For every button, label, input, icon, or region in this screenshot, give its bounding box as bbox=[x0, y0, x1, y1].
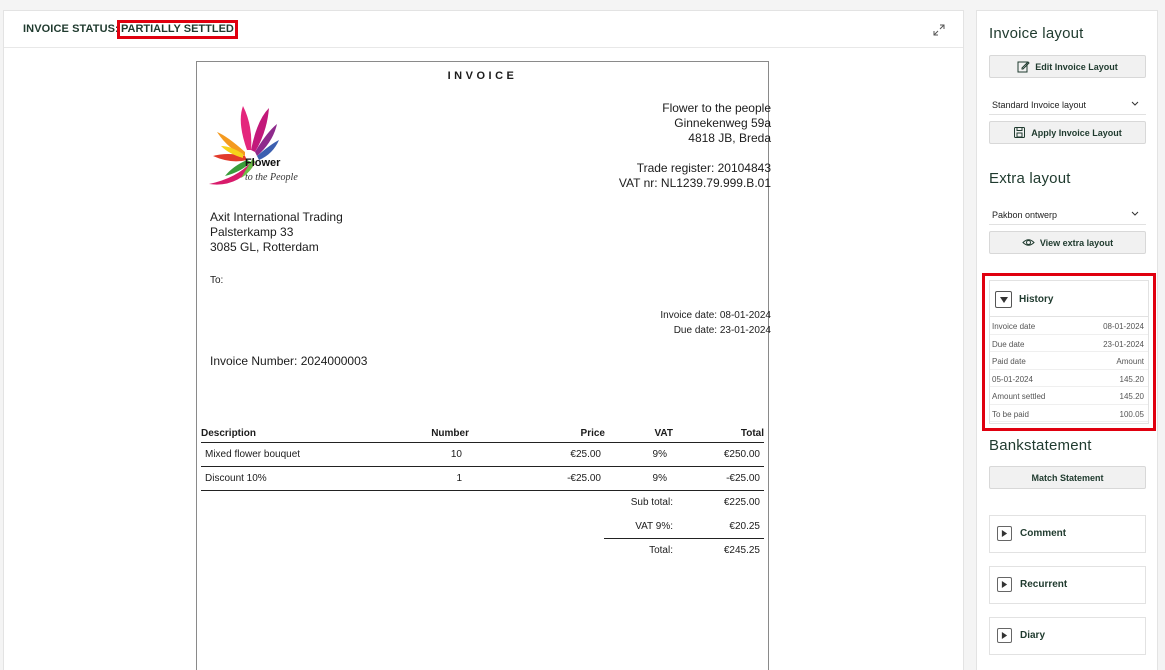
expand-toggle[interactable] bbox=[997, 577, 1012, 592]
vat-value: €20.25 bbox=[729, 521, 760, 532]
col-number: Number bbox=[431, 428, 469, 439]
subtotal-row bbox=[201, 491, 764, 515]
apply-invoice-layout-button[interactable] bbox=[989, 121, 1146, 144]
comment-panel[interactable] bbox=[989, 515, 1146, 553]
customer-address bbox=[210, 210, 343, 255]
col-price: Price bbox=[580, 428, 605, 439]
history-header[interactable] bbox=[990, 281, 1148, 317]
history-row bbox=[990, 335, 1148, 353]
history-value: Amount bbox=[1116, 357, 1144, 366]
history-row bbox=[990, 317, 1148, 335]
history-value: 145.20 bbox=[1119, 392, 1144, 401]
company-name: Flower to the people bbox=[662, 101, 771, 115]
eye-icon bbox=[1022, 236, 1035, 249]
sidebar bbox=[976, 10, 1158, 670]
item-total: -€25.00 bbox=[726, 473, 760, 484]
collapse-toggle[interactable] bbox=[995, 291, 1012, 308]
invoice-dates bbox=[660, 308, 771, 338]
diary-title: Diary bbox=[1020, 630, 1046, 641]
subtotal-value: €225.00 bbox=[723, 497, 760, 508]
total-label: Total: bbox=[649, 545, 673, 556]
item-number: 10 bbox=[450, 449, 462, 460]
to-label: To: bbox=[210, 275, 224, 286]
history-value: 23-01-2024 bbox=[1103, 339, 1144, 349]
col-total: Total bbox=[740, 428, 764, 439]
extra-layout-select[interactable] bbox=[989, 207, 1146, 225]
history-key: Due date bbox=[992, 339, 1025, 349]
col-vat: VAT bbox=[654, 428, 673, 439]
company-street: Ginnekenweg 59a bbox=[674, 116, 771, 130]
expand-toggle[interactable] bbox=[997, 526, 1012, 541]
save-icon bbox=[1013, 126, 1026, 139]
history-key: 05-01-2024 bbox=[992, 374, 1033, 384]
invoice-layout-title: Invoice layout bbox=[989, 25, 1084, 42]
status-bar bbox=[4, 11, 963, 48]
history-row bbox=[990, 352, 1148, 370]
logo-text-1: Flower bbox=[245, 157, 281, 169]
vat-label: VAT 9%: bbox=[635, 521, 673, 532]
history-value: 08-01-2024 bbox=[1103, 322, 1144, 331]
history-key: Amount settled bbox=[992, 392, 1046, 401]
match-statement-label: Match Statement bbox=[1031, 472, 1104, 483]
history-title: History bbox=[1019, 294, 1054, 305]
history-panel bbox=[989, 280, 1149, 424]
view-extra-label: View extra layout bbox=[1039, 237, 1114, 248]
table-row bbox=[201, 467, 764, 491]
apply-layout-label: Apply Invoice Layout bbox=[1031, 127, 1122, 138]
recurrent-title: Recurrent bbox=[1020, 579, 1068, 590]
vat-number: VAT nr: NL1239.79.999.B.01 bbox=[618, 176, 771, 190]
comment-title: Comment bbox=[1020, 528, 1067, 539]
item-total: €250.00 bbox=[723, 449, 760, 460]
chevron-down-icon bbox=[1130, 209, 1140, 219]
subtotal-label: Sub total: bbox=[630, 497, 673, 508]
flower-logo bbox=[207, 102, 307, 192]
total-row bbox=[201, 539, 764, 563]
history-highlight bbox=[982, 273, 1156, 431]
col-description: Description bbox=[201, 428, 257, 439]
layout-select-value: Standard Invoice layout bbox=[992, 100, 1087, 110]
history-row bbox=[990, 387, 1148, 405]
table-header bbox=[201, 426, 764, 443]
table-row bbox=[201, 443, 764, 467]
customer-name: Axit International Trading bbox=[210, 210, 343, 224]
match-statement-button[interactable] bbox=[989, 466, 1146, 489]
edit-invoice-layout-button[interactable] bbox=[989, 55, 1146, 78]
history-value: 100.05 bbox=[1119, 409, 1144, 419]
history-key: Paid date bbox=[992, 357, 1026, 366]
company-address bbox=[619, 101, 771, 191]
invoice-title: INVOICE bbox=[447, 70, 518, 82]
invoice-number: Invoice Number: 2024000003 bbox=[210, 354, 368, 368]
item-number: 1 bbox=[456, 473, 462, 484]
extra-select-value: Pakbon ontwerp bbox=[992, 210, 1058, 220]
item-description: Mixed flower bouquet bbox=[205, 449, 301, 460]
item-price: €25.00 bbox=[570, 449, 601, 460]
invoice-items-table bbox=[201, 426, 764, 563]
extra-layout-title: Extra layout bbox=[989, 170, 1071, 187]
recurrent-panel[interactable] bbox=[989, 566, 1146, 604]
view-extra-layout-button[interactable] bbox=[989, 231, 1146, 254]
company-city: 4818 JB, Breda bbox=[688, 131, 771, 145]
item-vat: 9% bbox=[652, 473, 667, 484]
expand-icon[interactable] bbox=[932, 23, 946, 37]
history-value: 145.20 bbox=[1119, 374, 1144, 384]
triangle-right-icon bbox=[1001, 530, 1008, 537]
item-vat: 9% bbox=[652, 449, 667, 460]
item-description: Discount 10% bbox=[205, 473, 267, 484]
due-date: Due date: 23-01-2024 bbox=[673, 325, 771, 336]
status-value: PARTIALLY SETTLED bbox=[117, 20, 238, 39]
invoice-preview-panel bbox=[3, 10, 964, 670]
triangle-right-icon bbox=[1001, 581, 1008, 588]
total-value: €245.25 bbox=[723, 545, 760, 556]
history-key: To be paid bbox=[992, 409, 1029, 419]
history-key: Invoice date bbox=[992, 322, 1036, 331]
invoice-date: Invoice date: 08-01-2024 bbox=[660, 310, 771, 321]
vat-row bbox=[604, 515, 764, 539]
edit-icon bbox=[1017, 60, 1030, 73]
invoice-document bbox=[196, 61, 769, 670]
item-price: -€25.00 bbox=[567, 473, 601, 484]
diary-panel[interactable] bbox=[989, 617, 1146, 655]
chevron-down-icon bbox=[1130, 99, 1140, 109]
expand-toggle[interactable] bbox=[997, 628, 1012, 643]
bankstatement-title: Bankstatement bbox=[989, 437, 1092, 454]
customer-city: 3085 GL, Rotterdam bbox=[210, 240, 319, 254]
customer-street: Palsterkamp 33 bbox=[210, 225, 294, 239]
status-label: INVOICE STATUS: bbox=[23, 23, 119, 35]
history-row bbox=[990, 405, 1148, 423]
triangle-down-icon bbox=[1000, 296, 1008, 304]
layout-select[interactable] bbox=[989, 97, 1146, 115]
history-row bbox=[990, 370, 1148, 388]
edit-layout-label: Edit Invoice Layout bbox=[1035, 61, 1118, 72]
triangle-right-icon bbox=[1001, 632, 1008, 639]
trade-register: Trade register: 20104843 bbox=[636, 161, 771, 175]
logo-text-2: to the People bbox=[245, 172, 298, 183]
